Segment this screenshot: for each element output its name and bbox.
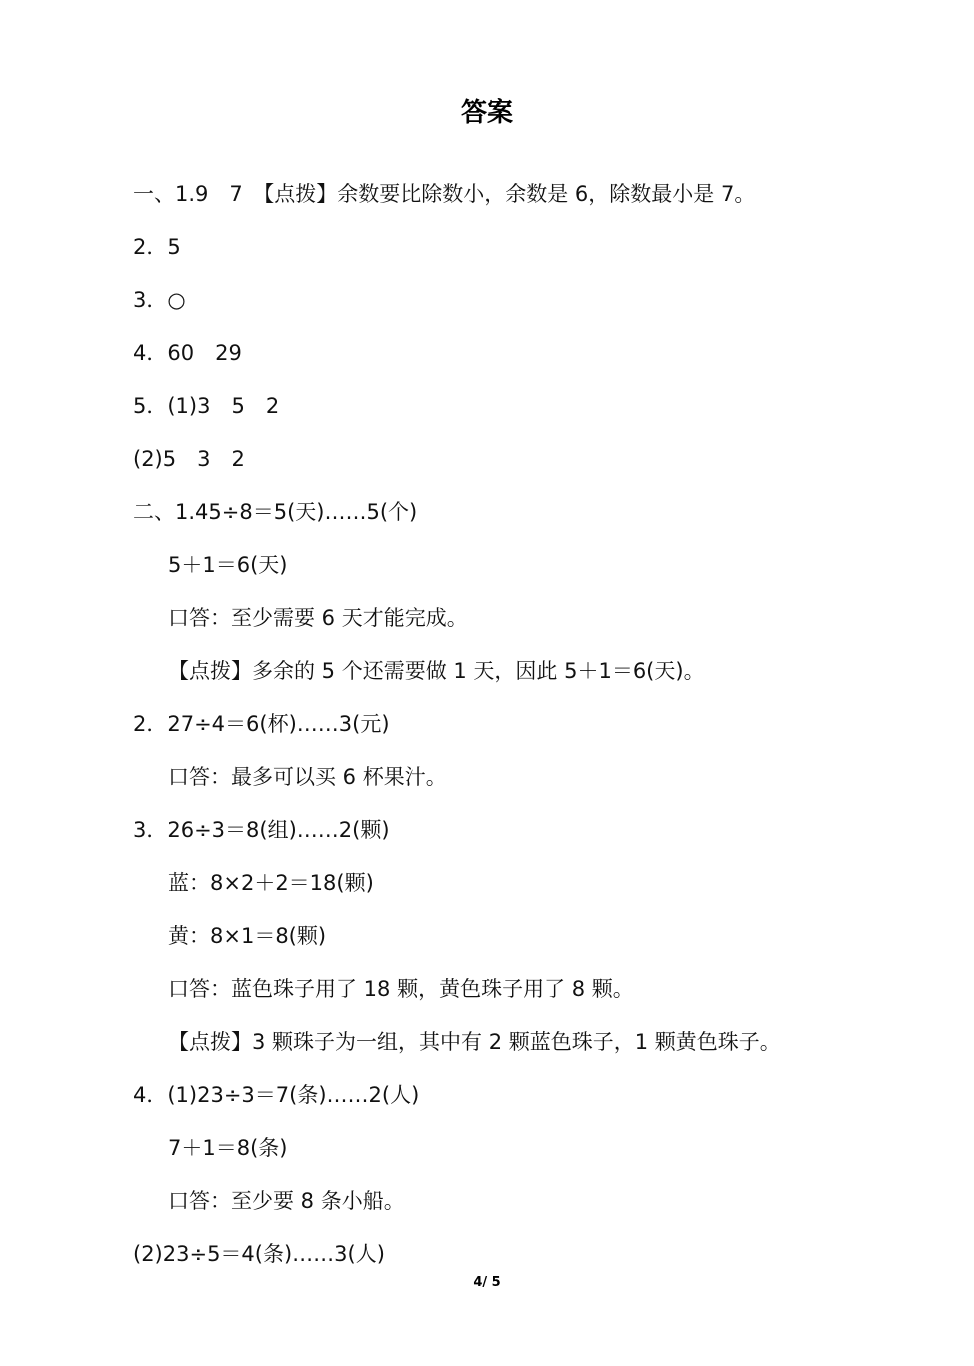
page-title: 答案	[460, 98, 513, 128]
answer-line: 黄：8×1＝8(颗)	[168, 924, 327, 948]
answer-line: 2．5	[133, 235, 181, 259]
answer-line: 口答：至少需要 6 天才能完成。	[168, 606, 468, 630]
page-number: 4/ 5	[473, 1275, 501, 1290]
answer-line: (2)23÷5＝4(条)……3(人)	[133, 1242, 385, 1266]
answer-line: 一、1.9 7 【点拨】余数要比除数小，余数是 6，除数最小是 7。	[133, 182, 756, 206]
answer-line: 蓝：8×2＋2＝18(颗)	[168, 871, 374, 895]
answer-line: 3．26÷3＝8(组)……2(颗)	[133, 818, 390, 842]
answer-line: 5．(1)3 5 2	[133, 394, 280, 418]
answer-line: 二、1.45÷8＝5(天)……5(个)	[133, 500, 418, 524]
answer-line: 3．○	[133, 288, 186, 312]
answer-line: 口答：最多可以买 6 杯果汁。	[168, 765, 447, 789]
hint-line: 【点拨】多余的 5 个还需要做 1 天，因此 5＋1＝6(天)。	[168, 659, 705, 683]
answer-line: 4．(1)23÷3＝7(条)……2(人)	[133, 1083, 420, 1107]
answer-line: 7＋1＝8(条)	[168, 1136, 288, 1160]
answer-line: 口答：蓝色珠子用了 18 颗，黄色珠子用了 8 颗。	[168, 977, 634, 1001]
answer-line: (2)5 3 2	[133, 447, 245, 471]
answer-line: 2．27÷4＝6(杯)……3(元)	[133, 712, 390, 736]
hint-line: 【点拨】3 颗珠子为一组，其中有 2 颗蓝色珠子，1 颗黄色珠子。	[168, 1030, 781, 1054]
answer-line: 4．60 29	[133, 341, 242, 365]
answer-line: 5＋1＝6(天)	[168, 553, 288, 577]
answer-line: 口答：至少要 8 条小船。	[168, 1189, 405, 1213]
